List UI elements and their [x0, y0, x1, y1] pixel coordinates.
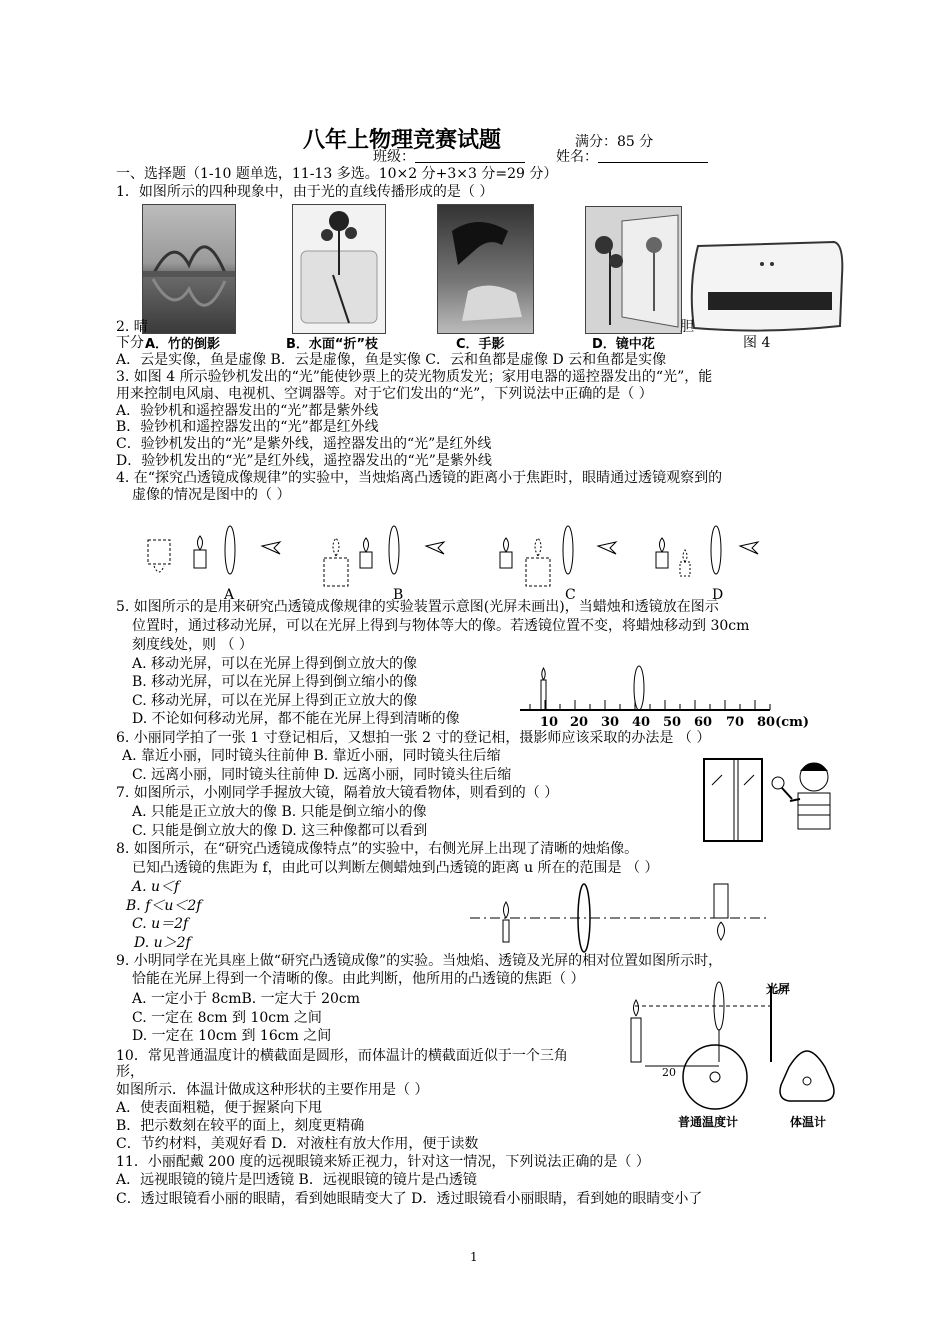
q10-option-cd: C．节约材料，美观好看 D．对液柱有放大作用，便于读数 — [116, 1136, 479, 1152]
q4-line1: 4. 在“探究凸透镜成像规律”的实验中，当烛焰离凸透镜的距离小于焦距时，眼睛通过透镜观察到的 — [116, 470, 723, 486]
money-detector-icon — [684, 236, 848, 336]
q5-line2: 位置时，通过移动光屏，可以在光屏上得到与物体等大的像。若透镜位置不变，将蜡烛移动到 30cm — [132, 618, 750, 634]
q4-option-c-diagram — [500, 526, 616, 586]
q7-options-cd: C. 只能是倒立放大的像 D. 这三种像都可以看到 — [132, 823, 428, 839]
q1-photo-a — [142, 204, 236, 334]
class-field — [373, 148, 525, 166]
q10-option-b: B．把示数刻在较平的面上，刻度更精确 — [116, 1118, 365, 1134]
q11-options-ab: A．远视眼镜的镜片是凹透镜 B．远视眼镜的镜片是凸透镜 — [116, 1172, 477, 1188]
q3-option-c: C．验钞机发出的“光”是紫外线，遥控器发出的“光”是红外线 — [116, 436, 492, 452]
q10-label-normal: 普通温度计 — [678, 1115, 739, 1129]
q5-option-c: C. 移动光屏，可以在光屏上得到正立放大的像 — [132, 693, 418, 709]
q2-stem-tail: 胆 — [680, 319, 694, 335]
exam-title: 八年上物理竞赛试题 — [303, 128, 502, 153]
q2-stem: 2. 晴 — [116, 319, 148, 335]
q1-caption-d: D．镜中花 — [592, 337, 655, 352]
ruler-label-40: 40 — [632, 715, 651, 730]
q10-label-clinical: 体温计 — [790, 1115, 827, 1129]
q3-line1: 3. 如图 4 所示验钞机发出的“光”能使钞票上的荧光物质发光；家用电器的遥控器发出的“光”，能 — [116, 369, 713, 385]
score-label: 满分：85 分 — [575, 134, 654, 150]
q1-caption-b: B．水面“折”枝 — [286, 337, 378, 352]
q1-photo-c — [437, 204, 534, 334]
q9-screen-label: 光屏 — [766, 982, 791, 996]
q10-line1b: 形， — [116, 1064, 144, 1080]
q1-caption-a: A．竹的倒影 — [145, 337, 221, 352]
q1-stem: 1．如图所示的四种现象中，由于光的直线传播形成的是（ ） — [116, 184, 494, 200]
q6-options-ab: A. 靠近小丽，同时镜头往前伸 B. 靠近小丽，同时镜头往后缩 — [122, 748, 501, 764]
ruler-label-10: 10 — [540, 715, 559, 730]
q8-option-c: C. u＝2f — [132, 916, 189, 932]
q9-line1: 9. 小明同学在光具座上做“研究凸透镜成像”的实验。当烛焰、透镜及光屏的相对位置如图所示时， — [116, 953, 723, 969]
page-number: 1 — [470, 1250, 478, 1264]
ruler-label-50: 50 — [663, 715, 682, 730]
q9-dim-label: 20 — [662, 1066, 676, 1079]
q10-option-a: A．使表面粗糙，便于握紧向下甩 — [116, 1100, 323, 1116]
q6-options-cd: C. 远离小丽，同时镜头往前伸 D. 远离小丽，同时镜头往后缩 — [132, 767, 512, 783]
q9-option-d: D. 一定在 10cm 到 16cm 之间 — [132, 1028, 332, 1044]
q4-label-b: B — [393, 587, 404, 603]
name-field — [556, 148, 708, 166]
figure4-label: 图 4 — [743, 335, 771, 351]
q10-figure — [675, 1045, 845, 1115]
q8-option-b: B. f＜u＜2f — [126, 898, 202, 914]
q4-option-a-diagram — [148, 526, 280, 574]
q4-label-c: C — [565, 587, 576, 603]
q6-stem: 6. 小丽同学拍了一张 1 寸登记相后，又想拍一张 2 寸的登记相，摄影师应该采取的办法是 （ ） — [116, 730, 711, 746]
figure4-detector — [684, 236, 848, 336]
q11-options-cd: C．透过眼镜看小丽的眼睛，看到她眼睛变大了 D．透过眼镜看小丽眼睛，看到她的眼睛变小了 — [116, 1191, 703, 1207]
q10-line2: 如图所示．体温计做成这种形状的主要作用是（ ） — [116, 1082, 429, 1098]
glass-branch-icon — [293, 205, 385, 333]
q5-line1: 5. 如图所示的是用来研究凸透镜成像规律的实验装置示意图(光屏未画出)，当蜡烛和透镜放在图示 — [116, 599, 719, 615]
q2-line2: 下分 — [116, 335, 144, 351]
q3-line2: 用来控制电风扇、电视机、空调器等。对于它们发出的“光”，下列说法中正确的是（ ） — [116, 386, 653, 402]
class-label: 班级： — [373, 149, 415, 165]
q5-line3: 刻度线处，则 （ ） — [132, 637, 253, 653]
q8-figure — [470, 856, 790, 946]
ruler-label-70: 70 — [726, 715, 745, 730]
q4-label-d: D — [712, 587, 724, 603]
q1-photo-d — [585, 206, 682, 334]
ruler-label-20: 20 — [570, 715, 589, 730]
q4-label-a: A — [224, 587, 235, 603]
q3-option-d: D．验钞机发出的“光”是红外线，遥控器发出的“光”是紫外线 — [116, 453, 492, 469]
name-blank[interactable] — [598, 148, 708, 163]
q8-line2: 已知凸透镜的焦距为 f，由此可以判断左侧蜡烛到凸透镜的距离 u 所在的范围是 （ ） — [132, 860, 659, 876]
bamboo-reflection-icon — [143, 205, 235, 333]
q1-photo-b — [292, 204, 386, 334]
q5-option-a: A. 移动光屏，可以在光屏上得到倒立放大的像 — [132, 656, 418, 672]
ruler-label-30: 30 — [601, 715, 620, 730]
q4-option-d-diagram — [656, 526, 758, 576]
q3-option-a: A．验钞机和遥控器发出的“光”都是紫外线 — [116, 403, 379, 419]
q4-line2: 虚像的情况是图中的（ ） — [132, 487, 291, 503]
q3-option-b: B．验钞机和遥控器发出的“光”都是红外线 — [116, 419, 379, 435]
q7-figure — [700, 755, 850, 845]
ruler-label-80: 80(cm) — [757, 715, 810, 730]
q5-optical-bench — [520, 664, 790, 714]
hand-shadow-icon — [438, 205, 533, 333]
q4-figure — [140, 522, 790, 602]
q9-option-ab: A. 一定小于 8cmB. 一定大于 20cm — [132, 991, 361, 1007]
q2-options: A．云是实像，鱼是虚像 B．云是虚像，鱼是实像 C．云和鱼都是虚像 D 云和鱼都是实像 — [116, 352, 667, 368]
q5-option-d: D. 不论如何移动光屏，都不能在光屏上得到清晰的像 — [132, 711, 460, 727]
q1-caption-c: C．手影 — [456, 337, 505, 352]
q11-stem: 11．小丽配戴 200 度的远视眼镜来矫正视力，针对这一情况，下列说法正确的是（ ） — [116, 1154, 650, 1170]
q4-option-b-diagram — [324, 526, 444, 586]
q5-option-b: B. 移动光屏，可以在光屏上得到倒立缩小的像 — [132, 674, 418, 690]
q7-stem: 7. 如图所示，小刚同学手握放大镜，隔着放大镜看物体，则看到的（ ） — [116, 785, 559, 801]
mirror-flower-icon — [586, 207, 681, 333]
ruler-label-60: 60 — [694, 715, 713, 730]
q8-option-d: D. u＞2f — [134, 935, 191, 951]
q8-line1: 8. 如图所示，在“研究凸透镜成像特点”的实验中，右侧光屏上出现了清晰的烛焰像。 — [116, 841, 639, 857]
q9-line2: 恰能在光屏上得到一个清晰的像。由此判断，他所用的凸透镜的焦距（ ） — [132, 971, 585, 987]
q8-option-a: A. u＜f — [132, 879, 180, 895]
q9-option-c: C. 一定在 8cm 到 10cm 之间 — [132, 1010, 322, 1026]
section-title: 一、选择题（1-10 题单选，11-13 多选。10×2 分+3×3 分=29 分） — [116, 166, 558, 182]
q10-line1: 10．常见普通温度计的横截面是圆形，而体温计的横截面近似于一个三角 — [116, 1048, 568, 1064]
name-label: 姓名： — [556, 149, 598, 165]
class-blank[interactable] — [415, 148, 525, 163]
q7-options-ab: A. 只能是正立放大的像 B. 只能是倒立缩小的像 — [132, 804, 427, 820]
